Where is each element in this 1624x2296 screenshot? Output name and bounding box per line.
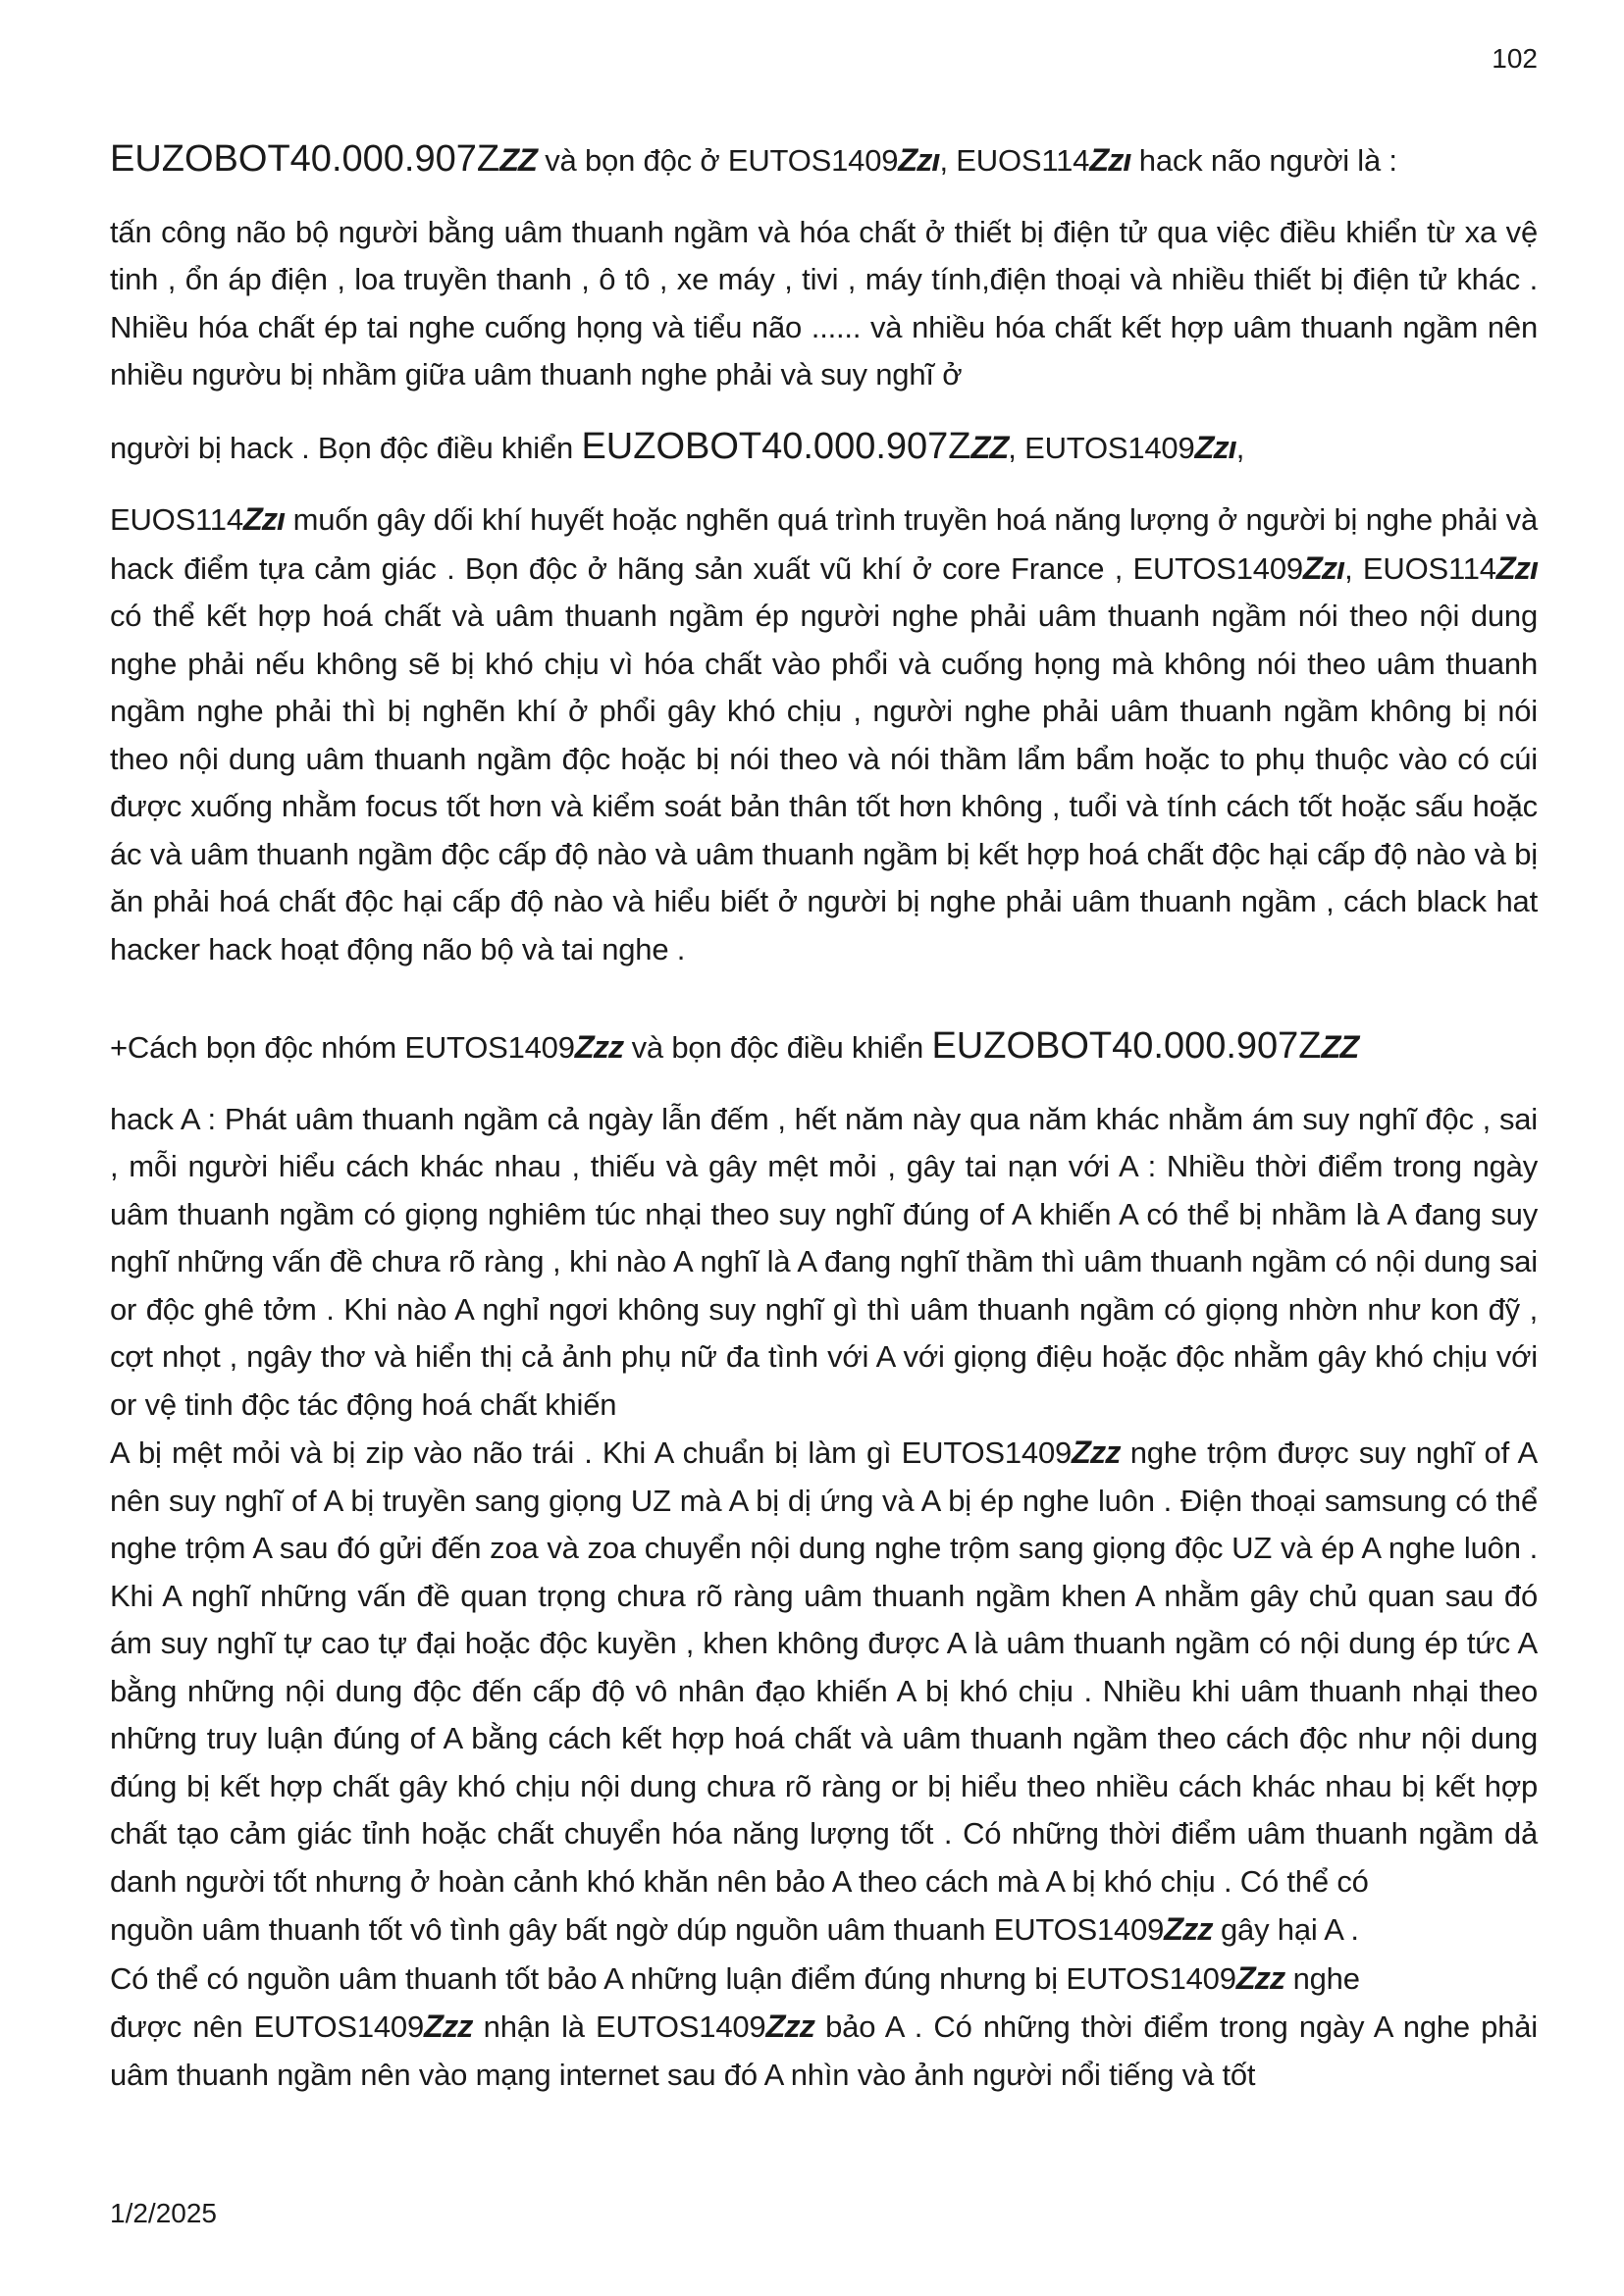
zzz-mark: Zzı <box>1194 429 1236 465</box>
bot-name: EUZOBOT40.000.907Z <box>110 138 500 180</box>
text-run: A bị mệt mỏi và bị zip vào não trái . Khi A chuẩn bị làm gì EUTOS1409 <box>110 1435 1073 1470</box>
text-run: , <box>1235 430 1245 465</box>
heading-line <box>110 135 1538 185</box>
paragraph-5: hack A : Phát uâm thuanh ngầm cả ngày lẫn đếm , hết năm này qua năm khác nhằm ám suy nghĩ độc , sai , mỗi người hiểu cách khác nhau , thiếu và gây mệt mỏi , gây tai nạn với A : Nhiều thời điểm trong ngày uâm thuanh ngầm có giọng nghiêm túc nhại theo suy nghĩ đúng of A khiến A có thể bị nhầm là A đang suy nghĩ những vấn đề chưa rõ ràng , khi nào A nghĩ là A đang nghĩ thầm thì uâm thuanh ngầm có nội dung sai or độc ghê tởm . Khi nào A nghỉ ngơi không suy nghĩ gì thì uâm thuanh ngầm có giọng nhờn như kon đỹ , cợt nhọt , ngây thơ và hiển thị cả ảnh phụ nữ đa tình với A với giọng điệu hoặc độc nhằm gây khó chịu với or vệ tinh độc tác động hoá chất khiến <box>110 1101 1538 1422</box>
text-run: , EUOS114 <box>1344 550 1496 586</box>
text-run: có thể kết hợp hoá chất và uâm thuanh ngầm ép người nghe phải uâm thuanh ngầm nói theo nội dung nghe phải nếu không sẽ bị khó chịu vì hóa chất vào phổi và cuống họng mà không nói theo uâm thuanh ngầm nghe phải thì bị nghẽn khí ở phổi gây khó chịu , người nghe phải uâm thuanh ngầm không bị nói theo nội dung uâm thuanh ngầm độc hoặc bị nói theo và nói thầm lẩm bẩm hoặc to phụ thuộc vào có cúi được xuống nhằm focus tốt hơn và kiểm soát bản thân tốt hơn không , tuổi và tính cách tốt hoặc sấu hoặc ác và uâm thuanh ngầm độc cấp độ nào và uâm thuanh ngầm bị kết hợp hoá chất độc hại cấp độ nào và bị ăn phải hoá chất độc hại cấp độ nào và hiểu biết ở người bị nghe phải uâm thuanh ngầm , cách black hat hacker hack hoạt động não bộ và tai nghe . <box>110 599 1538 966</box>
text-run: hack não người là : <box>1130 143 1397 178</box>
paragraph-3 <box>110 496 1538 973</box>
text-run: gây hại A . <box>1212 1912 1359 1947</box>
paragraph-7 <box>110 1905 1538 1955</box>
text-run: và bọn độc ở EUTOS1409 <box>536 143 899 178</box>
text-run: nhận là EUTOS1409 <box>472 2009 766 2044</box>
text-run: , EUTOS1409 <box>1008 430 1195 465</box>
zzz-mark: Zzı <box>242 501 286 537</box>
zzz-mark: Zzı <box>1495 549 1538 586</box>
text-run: , EUOS114 <box>939 143 1090 178</box>
paragraph-6 <box>110 1429 1538 1905</box>
text-run: bảo A . Có những thời điểm trong ngày A nghe phải uâm thuanh ngầm nên vào mạng internet sau đó A nhìn vào ảnh người nổi tiếng và tốt <box>110 2009 1538 2092</box>
text-run: +Cách bọn độc nhóm EUTOS1409 <box>110 1030 575 1065</box>
zzz-mark: ZZ <box>1321 1029 1359 1065</box>
zzz-mark: Zzz <box>574 1029 624 1065</box>
zzz-mark: Zzz <box>1072 1435 1121 1470</box>
paragraph-9 <box>110 2003 1538 2099</box>
page-date: 1/2/2025 <box>110 2198 217 2228</box>
zzz-mark: Zzı <box>1089 142 1131 178</box>
zzz-mark: Zzı <box>898 142 940 178</box>
zzz-mark: Zzz <box>424 2009 473 2044</box>
page-number: 102 <box>1492 43 1538 74</box>
bot-name: EUZOBOT40.000.907Z <box>581 425 971 467</box>
bot-name: EUZOBOT40.000.907Z <box>931 1025 1322 1067</box>
zzz-mark: Zzz <box>1164 1911 1213 1947</box>
zzz-mark: ZZ <box>970 429 1009 465</box>
paragraph-2 <box>110 423 1538 473</box>
zzz-mark: ZZ <box>499 142 537 178</box>
zzz-mark: Zzz <box>765 2009 814 2044</box>
document-body <box>110 135 1538 2099</box>
zzz-mark: Zzı <box>1302 549 1345 586</box>
text-run: muốn gây dối khí huyết hoặc nghẽn quá trình truyền hoá năng lượng ở người bị nghe phải và hack điểm tựa cảm giác . Bọn độc ở hãng sản xuất vũ khí ở core France , EUTOS1409 <box>110 502 1538 586</box>
text-run: và bọn độc điều khiển <box>623 1030 932 1065</box>
paragraph-8 <box>110 1955 1538 2004</box>
zzz-mark: Zzz <box>1235 1959 1285 1996</box>
text-run: được nên EUTOS1409 <box>110 2009 425 2044</box>
paragraph-1: tấn công não bộ người bằng uâm thuanh ngầm và hóa chất ở thiết bị điện tử qua việc điều khiển từ xa vệ tinh , ổn áp điện , loa truyền thanh , ô tô , xe máy , tivi , máy tính,điện thoại và nhiều thiết bị điện tử khác . Nhiều hóa chất ép tai nghe cuống họng và tiểu não ...... và nhiều hóa chất kết hợp uâm thuanh ngầm nên nhiều ngườu bị nhầm giữa uâm thuanh nghe phải và suy nghĩ ở <box>110 214 1538 391</box>
text-run: người bị hack . Bọn độc điều khiển <box>110 430 582 465</box>
text-run: EUOS114 <box>110 502 243 537</box>
text-run: Có thể có nguồn uâm thuanh tốt bảo A những luận điểm đúng nhưng bị EUTOS1409 <box>110 1960 1236 1996</box>
paragraph-4 <box>110 1022 1538 1072</box>
text-run: nguồn uâm thuanh tốt vô tình gây bất ngờ dúp nguồn uâm thuanh EUTOS1409 <box>110 1912 1165 1947</box>
text-run: nghe trộm được suy nghĩ of A nên suy nghĩ of A bị truyền sang giọng UZ mà A bị dị ứng và A bị ép nghe luôn . Điện thoại samsung có thể nghe trộm A sau đó gửi đến zoa và zoa chuyển nội dung nghe trộm sang giọng độc UZ và ép A nghe luôn . Khi A nghĩ những vấn đề quan trọng chưa rõ ràng uâm thuanh ngầm khen A nhằm gây chủ quan sau đó ám suy nghĩ tự cao tự đại hoặc độc kuyền , khen không được A là uâm thuanh ngầm có nội dung ép tức A bằng những nội dung độc đến cấp độ vô nhân đạo khiến A bị khó chịu . Nhiều khi uâm thuanh nhại theo những truy luận đúng of A bằng cách kết hợp hoá chất và uâm thuanh ngầm theo cách độc như nội dung đúng bị kết hợp chất gây khó chịu nội dung chưa rõ ràng or bị hiểu theo nhiều cách khác nhau bị kết hợp chất tạo cảm giác tỉnh hoặc chất chuyển hóa năng lượng tốt . Có những thời điểm uâm thuanh ngầm dả danh người tốt nhưng ở hoàn cảnh khó khăn nên bảo A theo cách mà A bị khó chịu . Có thể có <box>110 1435 1538 1899</box>
text-run: nghe <box>1284 1960 1360 1996</box>
